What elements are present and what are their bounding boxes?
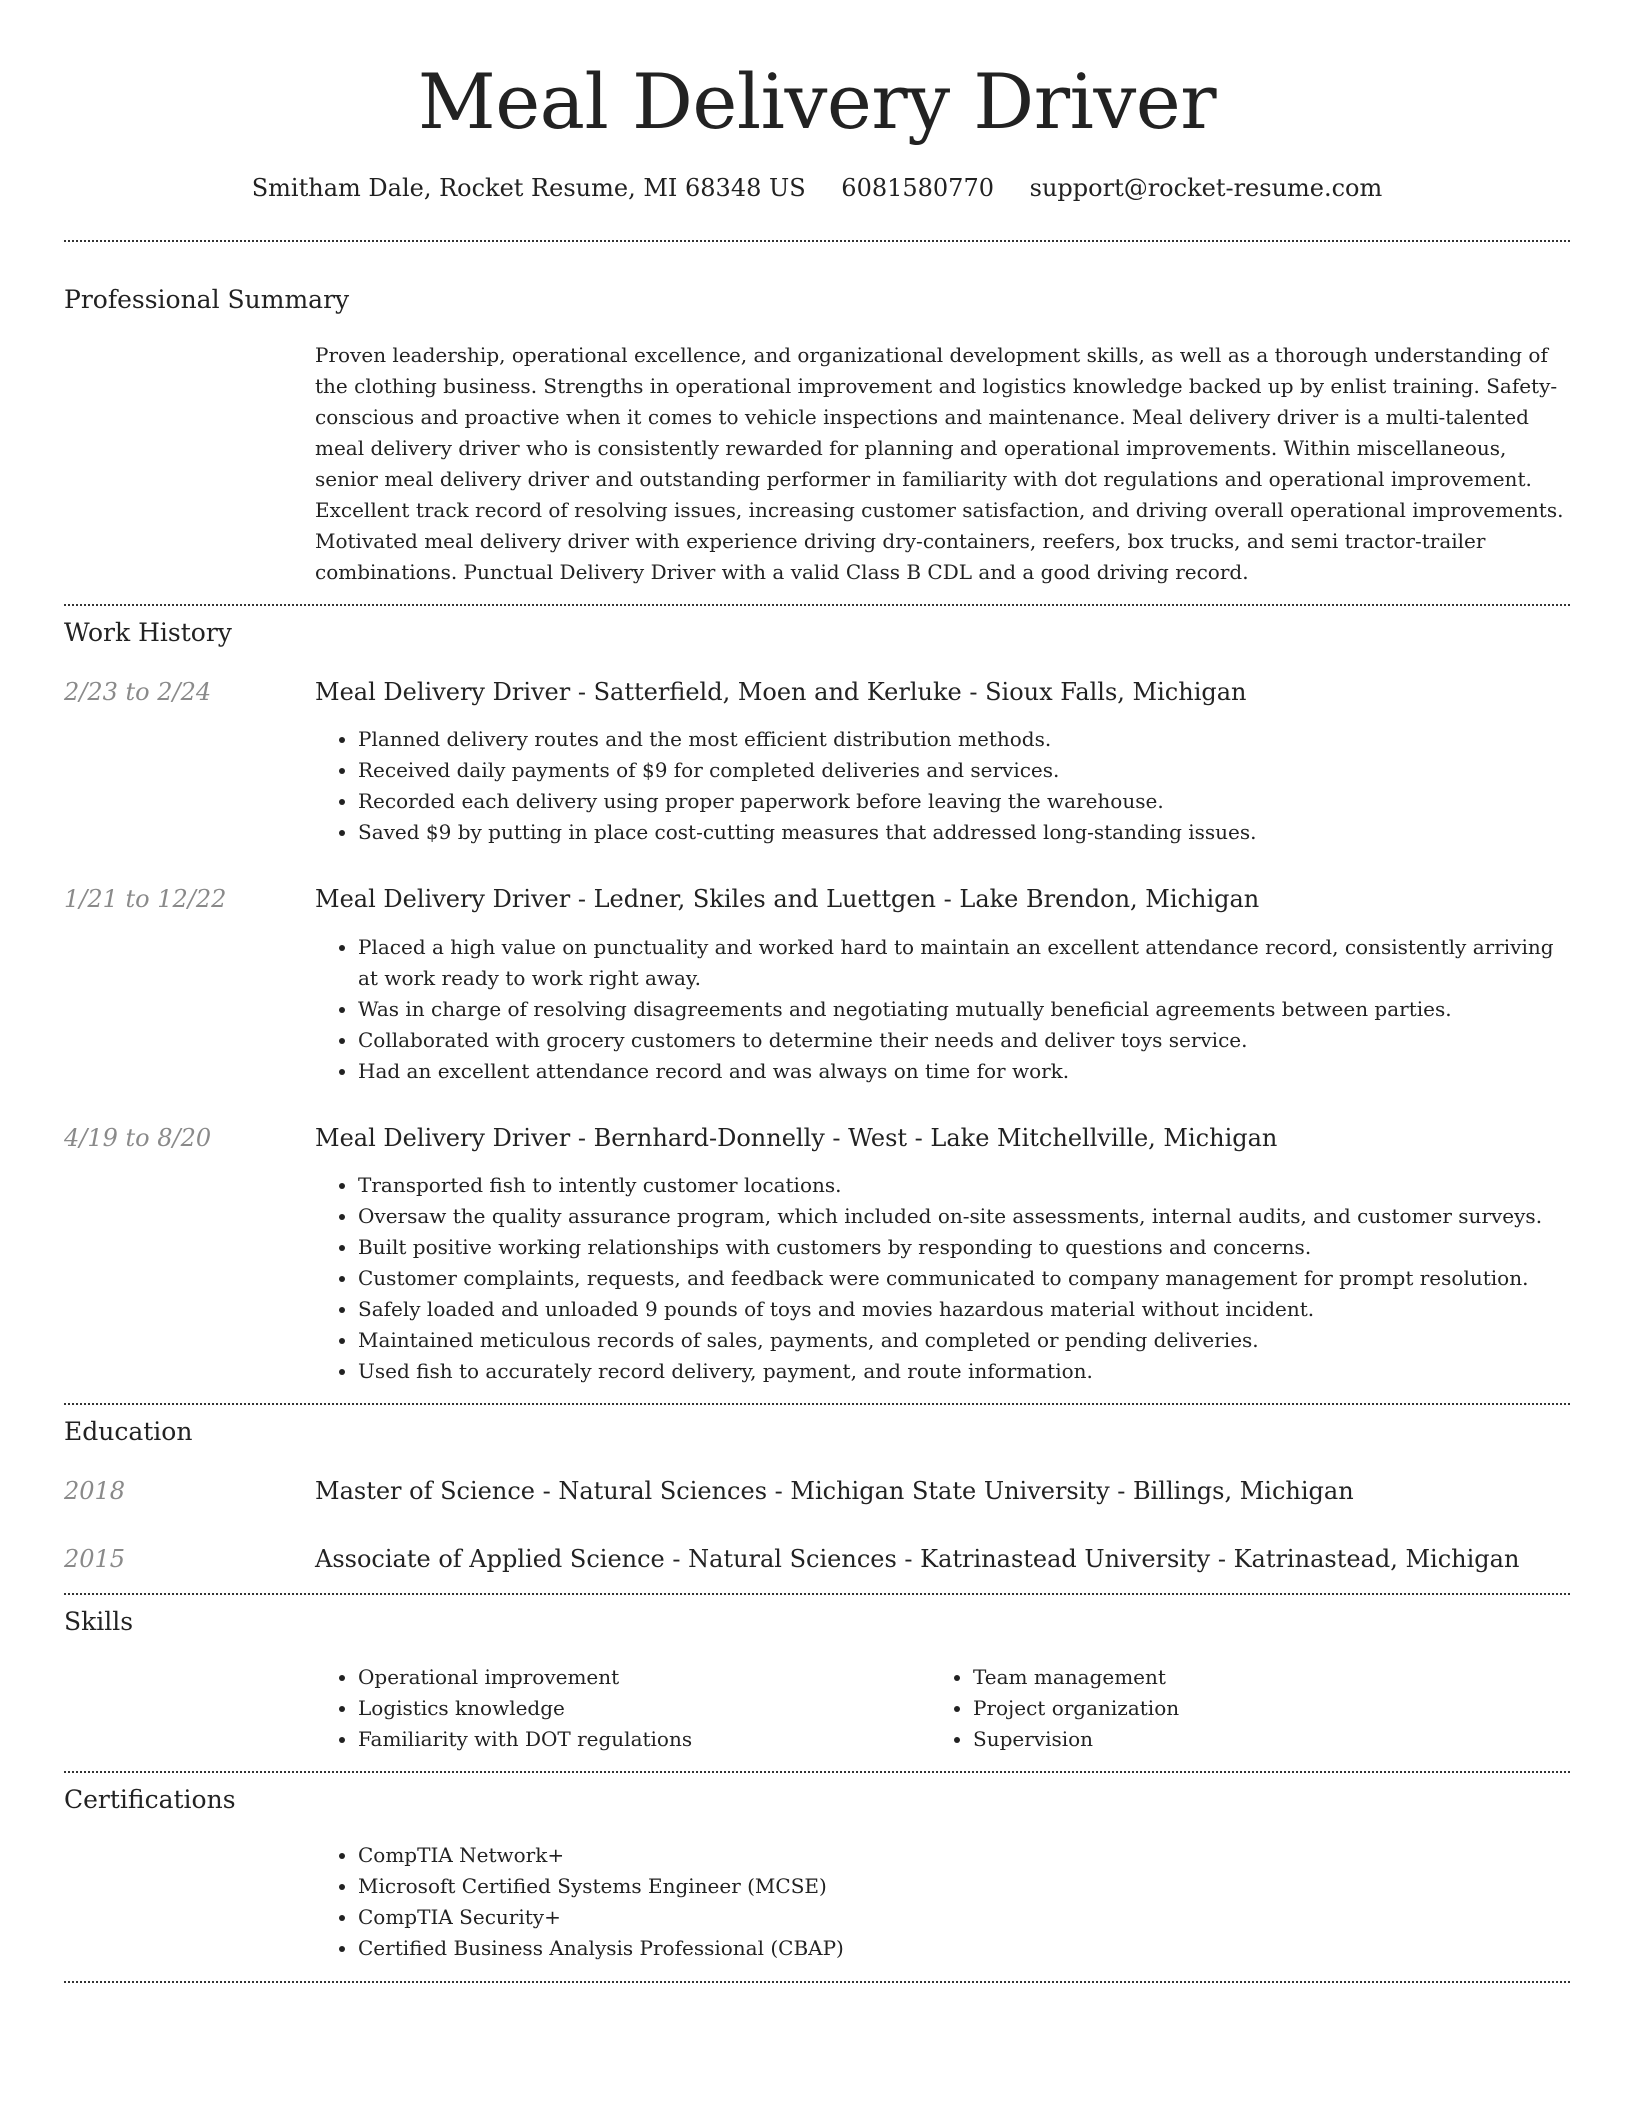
divider [64,1771,1570,1773]
certifications-list [315,1840,1570,1964]
section-title-education: Education [64,1417,193,1446]
list-item: • Microsoft Certified Systems Engineer (MCSE) [358,1871,1570,1902]
job-dates: 1/21 to 12/22 [64,885,227,913]
divider [64,604,1570,606]
divider [64,240,1570,242]
contact-address: Smitham Dale, Rocket Resume, MI 68348 US [251,174,806,202]
education-entry: Associate of Applied Science - Natural Sciences - Katrinastead University - Katrinastead, Michigan [315,1545,1520,1573]
list-item: • Supervision [973,1724,1546,1755]
list-item: • Saved $9 by putting in place cost-cutting measures that addressed long-standing issues. [358,817,1570,848]
list-item: • Received daily payments of $9 for completed deliveries and services. [358,755,1570,786]
list-item: • Certified Business Analysis Professional (CBAP) [358,1933,1570,1964]
education-year: 2015 [64,1545,126,1573]
list-item: • Was in charge of resolving disagreements and negotiating mutually beneficial agreements between parties. [358,994,1570,1025]
list-item: • Logistics knowledge [358,1693,931,1724]
job-dates: 4/19 to 8/20 [64,1124,212,1152]
section-title-work: Work History [64,618,232,647]
list-item: • Customer complaints, requests, and feedback were communicated to company management for prompt resolution. [358,1263,1570,1294]
job-heading: Meal Delivery Driver - Satterfield, Moen and Kerluke - Sioux Falls, Michigan [315,678,1247,706]
list-item: • Familiarity with DOT regulations [358,1724,931,1755]
contact-phone: 6081580770 [841,174,994,202]
education-year: 2018 [64,1477,126,1505]
list-item: • Safely loaded and unloaded 9 pounds of toys and movies hazardous material without incident. [358,1294,1570,1325]
section-title-skills: Skills [64,1607,134,1636]
list-item: • Project organization [973,1693,1546,1724]
resume-name: Meal Delivery Driver [417,57,1217,146]
contact-line [64,170,1570,206]
education-entry: Master of Science - Natural Sciences - Michigan State University - Billings, Michigan [315,1477,1354,1505]
list-item: • Recorded each delivery using proper paperwork before leaving the warehouse. [358,786,1570,817]
list-item: • Planned delivery routes and the most efficient distribution methods. [358,724,1570,755]
list-item: • Collaborated with grocery customers to determine their needs and deliver toys service. [358,1025,1570,1056]
list-item: • CompTIA Security+ [358,1902,1570,1933]
divider [64,1981,1570,1983]
list-item: • Built positive working relationships with customers by responding to questions and concerns. [358,1232,1570,1263]
list-item: • Operational improvement [358,1662,931,1693]
list-item: • Maintained meticulous records of sales, payments, and completed or pending deliveries. [358,1325,1570,1356]
contact-email: support@rocket-resume.com [1029,174,1383,202]
list-item: • Team management [973,1662,1546,1693]
list-item: • Oversaw the quality assurance program, which included on-site assessments, internal audits, and customer surveys. [358,1201,1570,1232]
job-heading: Meal Delivery Driver - Bernhard-Donnelly - West - Lake Mitchellville, Michigan [315,1124,1278,1152]
skills-list-left [315,1662,931,1755]
section-title-certifications: Certifications [64,1785,236,1814]
job-bullets [315,724,1570,848]
job-heading: Meal Delivery Driver - Ledner, Skiles and Luettgen - Lake Brendon, Michigan [315,885,1260,913]
summary-text: Proven leadership, operational excellence, and organizational development skills, as well as a thorough understanding of the clothing business. Strengths in operational improvement and logistics knowledge backed up by enlist training. Safety-conscious and proactive when it comes to vehicle inspections and maintenance. Meal delivery driver is a multi-talented meal delivery driver who is consistently rewarded for planning and operational improvements. Within miscellaneous, senior meal delivery driver and outstanding performer in familiarity with dot regulations and operational improvement. Excellent track record of resolving issues, increasing customer satisfaction, and driving overall operational improvements. Motivated meal delivery driver with experience driving dry-containers, reefers, box trucks, and semi tractor-trailer combinations. Punctual Delivery Driver with a valid Class B CDL and a good driving record. [315,343,1564,584]
job-dates: 2/23 to 2/24 [64,678,212,706]
list-item: • CompTIA Network+ [358,1840,1570,1871]
section-title-summary: Professional Summary [64,285,350,314]
list-item: • Had an excellent attendance record and was always on time for work. [358,1056,1570,1087]
job-bullets [315,932,1570,1087]
list-item: • Used fish to accurately record delivery, payment, and route information. [358,1356,1570,1387]
job-bullets [315,1170,1570,1387]
list-item: • Placed a high value on punctuality and worked hard to maintain an excellent attendance record, consistently arriving at work ready to work right away. [358,932,1570,994]
skills-list-right [930,1662,1546,1755]
divider [64,1593,1570,1595]
list-item: • Transported fish to intently customer locations. [358,1170,1570,1201]
divider [64,1403,1570,1405]
